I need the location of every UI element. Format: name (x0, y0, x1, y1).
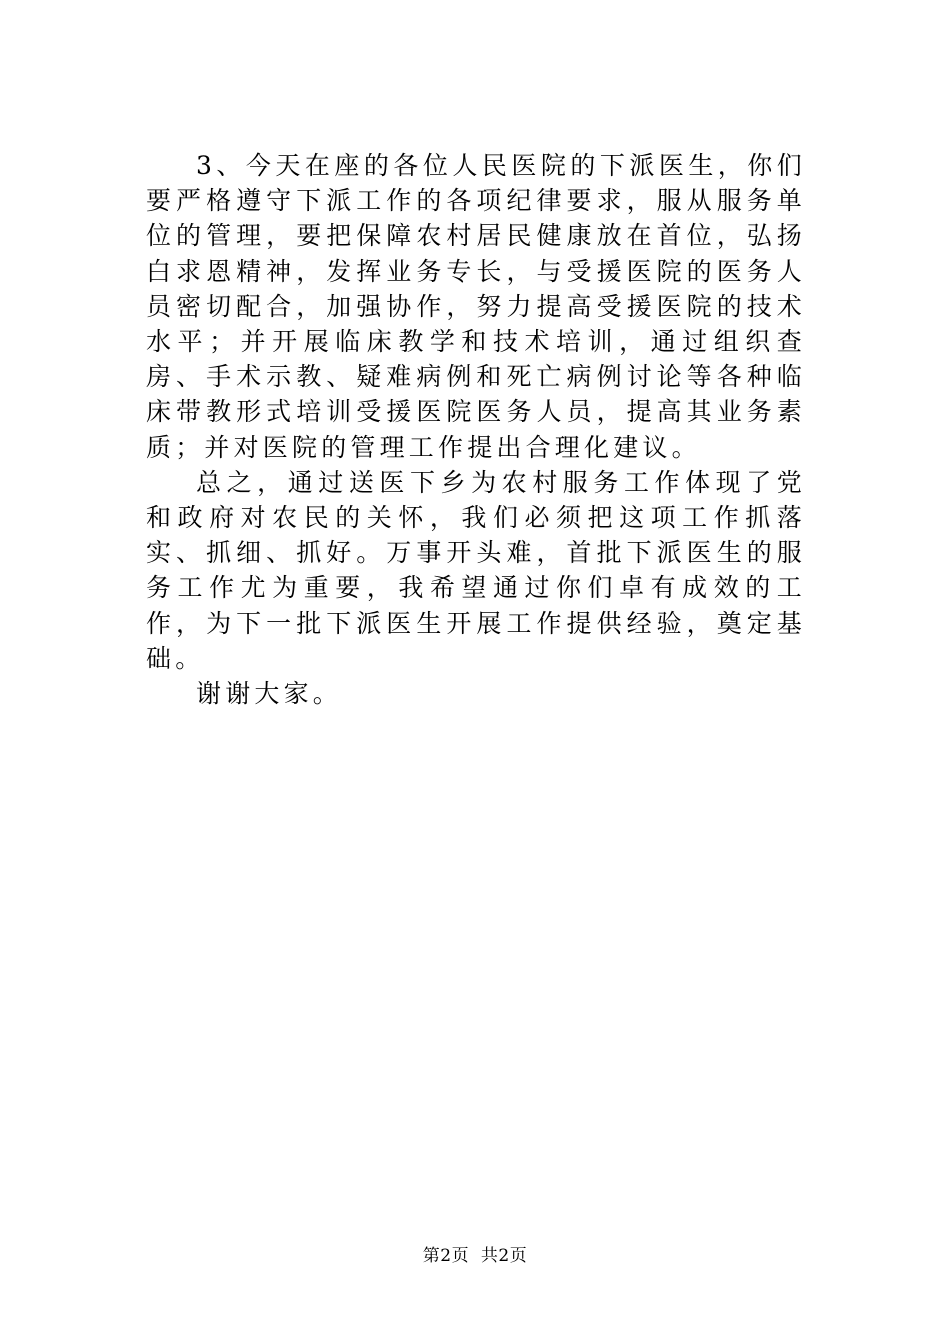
paragraph-discipline-requirements: 3、今天在座的各位人民医院的下派医生，你们要严格遵守下派工作的各项纪律要求，服从服务单位的管理，要把保障农村居民健康放在首位，弘扬白求恩精神，发挥业务专长，与受援医院的医务人员密切配合，加强协作，努力提高受援医院的技术水平；并开展临床教学和技术培训，通过组织查房、手术示教、疑难病例和死亡病例讨论等各种临床带教形式培训受援医院医务人员，提高其业务素质；并对医院的管理工作提出合理化建议。 (146, 151, 806, 462)
footer-separator (469, 1246, 481, 1266)
page-total: 共2页 (480, 1246, 528, 1266)
paragraph-summary: 总之，通过送医下乡为农村服务工作体现了党和政府对农民的关怀，我们必须把这项工作抓落实、抓细、抓好。万事开头难，首批下派医生的服务工作尤为重要，我希望通过你们卓有成效的工作，为下一批下派医生开展工作提供经验，奠定基础。 (146, 467, 806, 673)
page-number: 第2页 (422, 1246, 470, 1266)
document-body (146, 148, 806, 711)
page-footer (0, 1244, 950, 1268)
paragraph-thanks: 谢谢大家。 (196, 679, 343, 709)
